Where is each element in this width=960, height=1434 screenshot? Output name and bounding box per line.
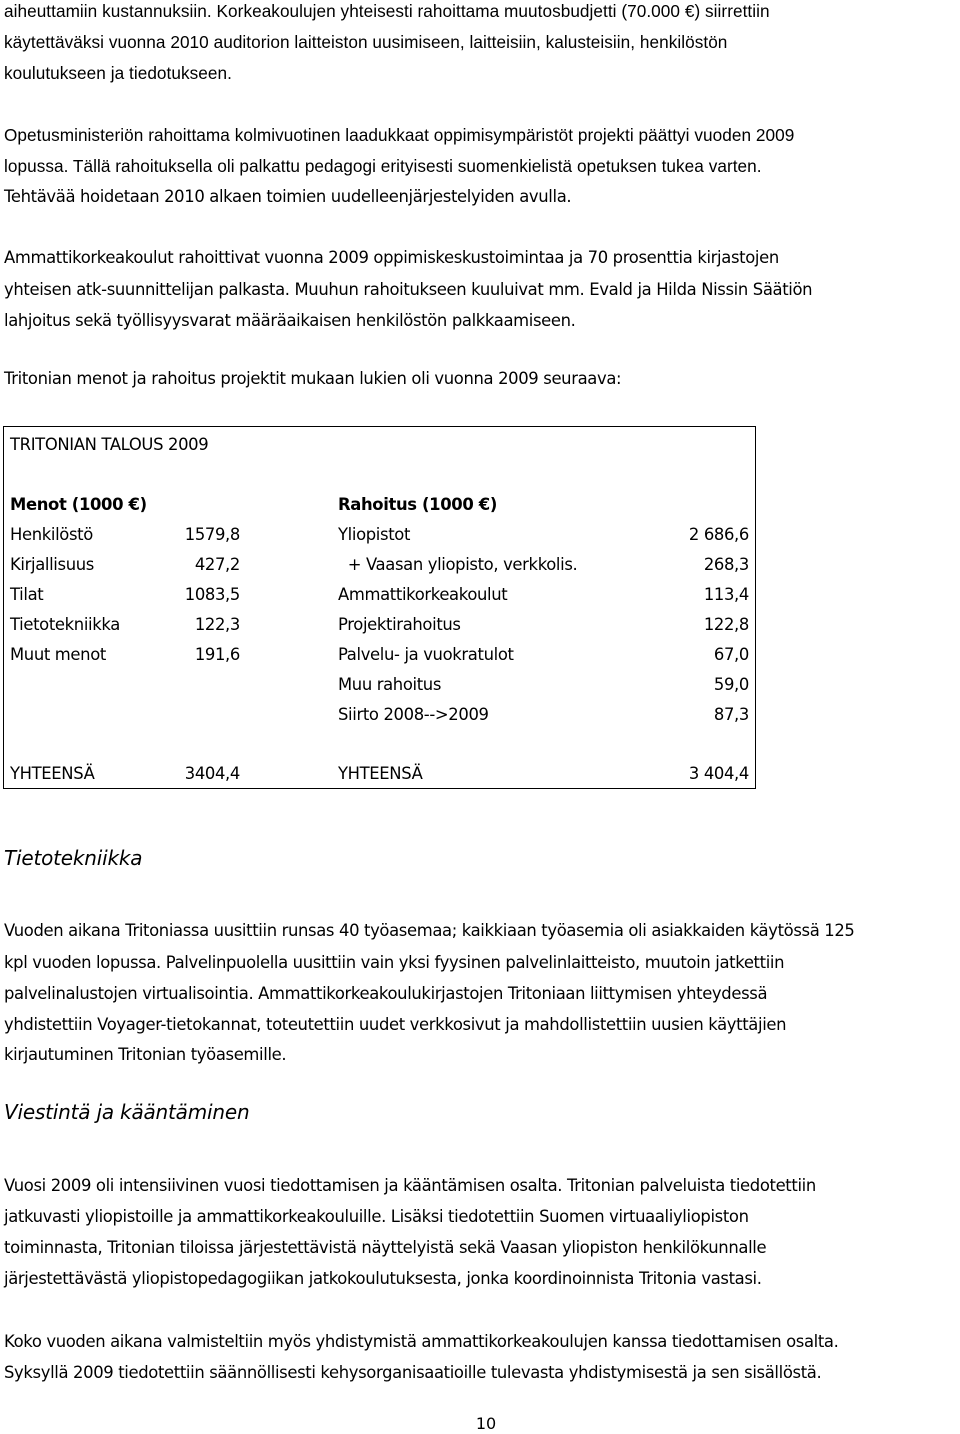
comm-paragraph-line: Koko vuoden aikana valmisteltiin myös yhdistymistä ammattikorkeakoulujen kanssa tiedottamisen osalta.: [4, 1332, 839, 1351]
expense-label: Tietotekniikka: [10, 615, 120, 634]
expense-label: Henkilöstö: [10, 525, 93, 544]
funding-value: 67,0: [713, 645, 749, 664]
funding-header: Rahoitus (1000 €): [338, 495, 497, 514]
amk-paragraph-line: yhteisen atk-suunnittelijan palkasta. Muuhun rahoitukseen kuuluivat mm. Evald ja Hilda Nissin Säätiön: [4, 280, 813, 299]
comm-paragraph-line: Vuosi 2009 oli intensiivinen vuosi tiedottamisen ja kääntämisen osalta. Tritonian palveluista tiedotettiin: [4, 1176, 816, 1195]
amk-paragraph-line: Ammattikorkeakoulut rahoittivat vuonna 2009 oppimiskeskustoimintaa ja 70 prosenttia kirjastojen: [4, 248, 779, 267]
expenses-header: Menot (1000 €): [10, 495, 147, 514]
amk-paragraph-line: lahjoitus sekä työllisyysvarat määräaikaisen henkilöstön palkkaamiseen.: [4, 311, 576, 330]
funding-total-value: 3 404,4: [688, 764, 749, 783]
ministry-paragraph-line: lopussa. Tällä rahoituksella oli palkattu pedagogi erityisesti suomenkielistä opetuksen tukea varten.: [4, 156, 762, 176]
comm-paragraph-line: Syksyllä 2009 tiedotettiin säännöllisesti kehysorganisaatioille tulevasta yhdistymisestä ja sen sisällöstä.: [4, 1363, 822, 1382]
it-paragraph-line: Vuoden aikana Tritoniassa uusittiin runsas 40 työasemaa; kaikkiaan työasemia oli asiakkaiden käytössä 125: [4, 921, 855, 940]
funding-label: Ammattikorkeakoulut: [338, 585, 508, 604]
funding-value: 122,8: [703, 615, 749, 634]
ministry-paragraph-line: Tehtävää hoidetaan 2010 alkaen toimien uudelleenjärjestelyiden avulla.: [4, 187, 572, 206]
it-paragraph-line: palvelinalustojen virtualisointia. Ammattikorkeakoulukirjastojen Tritoniaan liittymisen yhteydessä: [4, 984, 768, 1003]
expense-value: 191,6: [194, 645, 240, 664]
funding-label: Siirto 2008-->2009: [338, 705, 489, 724]
ministry-paragraph-line: Opetusministeriön rahoittama kolmivuotinen laadukkaat oppimisympäristöt projekti päättyi vuoden 2009: [4, 125, 795, 145]
intro-line: aiheuttamiin kustannuksiin. Korkeakoulujen yhteisesti rahoittama muutosbudjetti (70.000 €) siirrettiin: [4, 1, 770, 21]
funding-label: Projektirahoitus: [338, 615, 461, 634]
page-number: 10: [475, 1414, 497, 1433]
expense-value: 122,3: [194, 615, 240, 634]
comm-paragraph-line: järjestettävästä yliopistopedagogiikan jatkokoulutuksesta, jonka koordinoinnista Tritonia vastasi.: [4, 1269, 762, 1288]
finance-table: [3, 426, 756, 789]
expense-label: Tilat: [10, 585, 44, 604]
comm-paragraph-line: jatkuvasti yliopistoille ja ammattikorkeakouluille. Lisäksi tiedotettiin Suomen virtuaaliyliopiston: [4, 1207, 749, 1226]
expenses-total-label: YHTEENSÄ: [10, 764, 95, 783]
table-title: TRITONIAN TALOUS 2009: [10, 435, 209, 454]
funding-value: 268,3: [703, 555, 749, 574]
section-heading-it: Tietotekniikka: [4, 846, 143, 870]
funding-value: 2 686,6: [688, 525, 749, 544]
funding-label: Yliopistot: [338, 525, 411, 544]
funding-label: Palvelu- ja vuokratulot: [338, 645, 514, 664]
it-paragraph-line: kpl vuoden lopussa. Palvelinpuolella uusittiin vain yksi fyysinen palvelinlaitteisto, muutoin jatkettiin: [4, 953, 785, 972]
it-paragraph-line: yhdistettiin Voyager-tietokannat, toteutettiin uudet verkkosivut ja mahdollistettiin uusien käyttäjien: [4, 1015, 787, 1034]
funding-label: + Vaasan yliopisto, verkkolis.: [338, 555, 578, 574]
funding-label: Muu rahoitus: [338, 675, 442, 694]
it-paragraph-line: kirjautuminen Tritonian työasemille.: [4, 1045, 287, 1064]
intro-line: koulutukseen ja tiedotukseen.: [4, 63, 232, 83]
expense-value: 1579,8: [184, 525, 240, 544]
funding-value: 59,0: [713, 675, 749, 694]
funding-total-label: YHTEENSÄ: [338, 764, 423, 783]
expense-value: 1083,5: [184, 585, 240, 604]
funding-value: 113,4: [703, 585, 749, 604]
expenses-total-value: 3404,4: [184, 764, 240, 783]
intro-line: käytettäväksi vuonna 2010 auditorion laitteiston uusimiseen, laitteisiin, kalusteisiin, henkilöstön: [4, 32, 728, 52]
expense-value: 427,2: [194, 555, 240, 574]
funding-value: 87,3: [713, 705, 749, 724]
section-heading-communication: Viestintä ja kääntäminen: [4, 1100, 250, 1124]
table-intro-text: Tritonian menot ja rahoitus projektit mukaan lukien oli vuonna 2009 seuraava:: [4, 369, 622, 388]
expense-label: Kirjallisuus: [10, 555, 94, 574]
expense-label: Muut menot: [10, 645, 106, 664]
comm-paragraph-line: toiminnasta, Tritonian tiloissa järjestettävistä näyttelyistä sekä Vaasan yliopiston henkilökunnalle: [4, 1238, 767, 1257]
